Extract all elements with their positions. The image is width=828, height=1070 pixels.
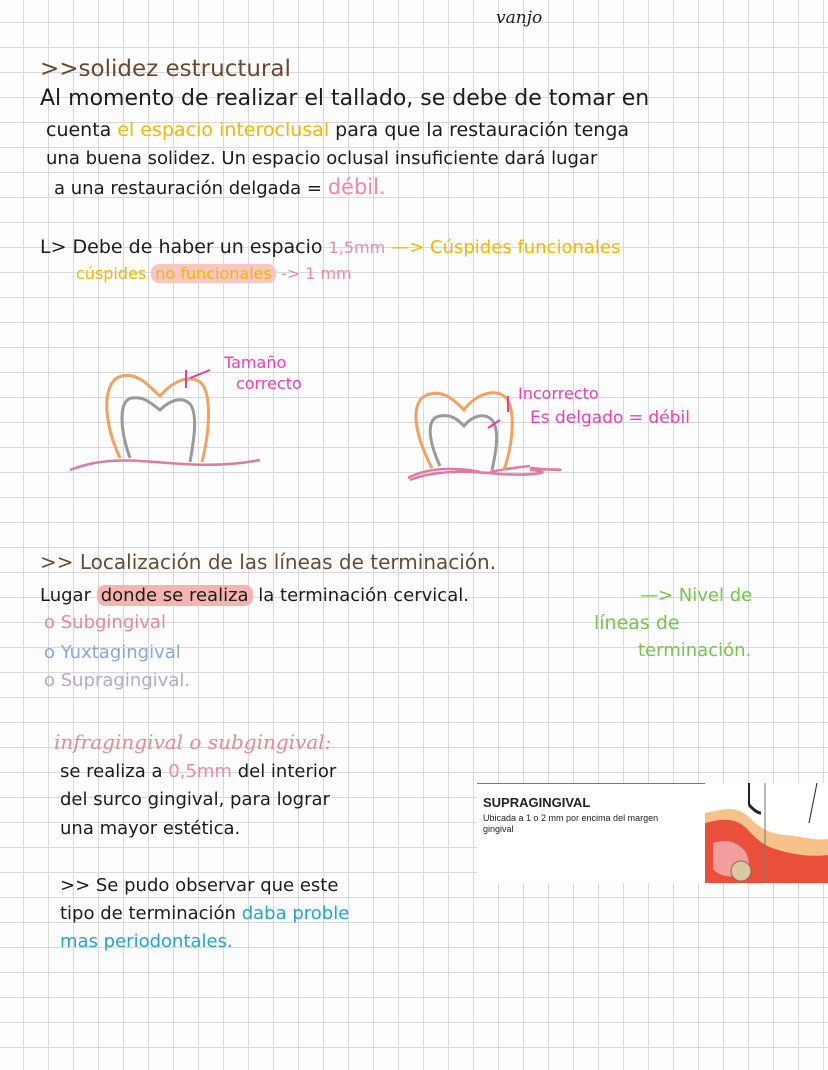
- side-note: —> Nivel de: [640, 585, 753, 606]
- highlight-no-funcionales: no funcionales: [151, 264, 276, 283]
- text-line: tipo de terminación daba proble: [60, 903, 350, 924]
- section-heading-solidez: >>solidez estructural: [40, 56, 291, 82]
- text-line: se realiza a 0,5mm del interior: [60, 761, 337, 782]
- text-line: Lugar donde se realiza la terminación cervical.: [40, 585, 469, 606]
- text-line: mas periodontales.: [60, 931, 233, 952]
- text-line: cúspides no funcionales -> 1 mm: [76, 264, 352, 283]
- bullet-yuxtagingival: o Yuxtagingival: [44, 642, 181, 663]
- author-name: vanjo: [496, 8, 543, 28]
- text-line: >> Se pudo observar que este: [60, 875, 339, 896]
- tooth-diagrams: [60, 340, 820, 510]
- bullet-supragingival: o Supragingival.: [44, 670, 191, 691]
- supragingival-figure: [477, 783, 828, 883]
- side-note: líneas de: [594, 612, 680, 634]
- text-line: a una restauración delgada = débil.: [54, 175, 386, 199]
- figure-subtitle: Ubicada a 1 o 2 mm por encima del margen gingival: [483, 813, 659, 834]
- bullet-subgingival: o Subgingival: [44, 612, 166, 633]
- label-delgado: Es delgado = débil: [530, 408, 690, 428]
- text-line: Al momento de realizar el tallado, se debe de tomar en: [40, 86, 650, 111]
- text-line: cuenta el espacio interoclusal para que la restauración tenga: [46, 119, 630, 141]
- highlight-interoclusal: el espacio interoclusal: [117, 119, 330, 141]
- label-incorrecto: Incorrecto: [518, 384, 599, 403]
- debil-label: débil.: [327, 175, 386, 199]
- side-note: terminación.: [638, 640, 752, 661]
- tooth-correct-icon: [70, 370, 260, 470]
- highlight-donde: donde se realiza: [97, 585, 253, 606]
- section-heading-localizacion: >> Localización de las líneas de terminación.: [40, 550, 497, 574]
- figure-title: SUPRAGINGIVAL: [483, 795, 591, 810]
- label-tamano: Tamaño: [224, 353, 287, 372]
- tooth-incorrect-icon: [408, 393, 560, 480]
- section-heading-infragingival: infragingival o subgingival:: [54, 730, 332, 754]
- text-line: una mayor estética.: [60, 818, 241, 839]
- gingiva-icon: [705, 783, 828, 883]
- text-line: una buena solidez. Un espacio oclusal insuficiente dará lugar: [46, 148, 598, 169]
- text-line: L> Debe de haber un espacio 1,5mm —> Cúspides funcionales: [40, 236, 621, 258]
- text-line: del surco gingival, para lograr: [60, 789, 330, 810]
- label-correcto: correcto: [236, 374, 302, 393]
